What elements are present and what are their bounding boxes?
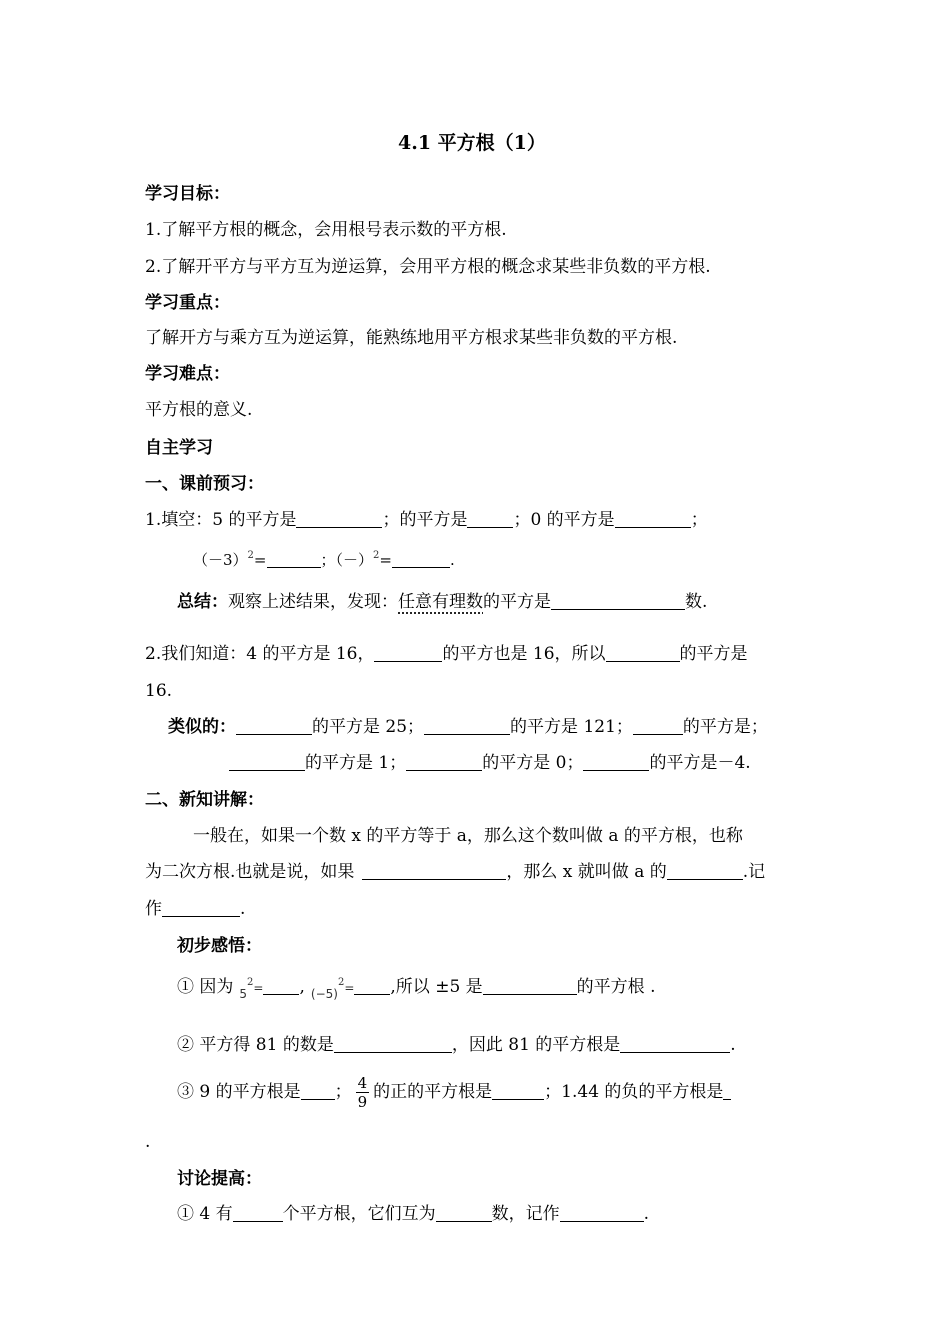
answer-blank[interactable] [162,899,240,917]
text: 的平方是 25； [312,717,425,737]
answer-blank[interactable] [233,1204,283,1222]
text: . [643,1204,650,1224]
initial-item-1 [177,972,655,1005]
preview-question-1-line-2 [193,545,455,571]
similar-line-2 [229,752,751,774]
text: ① 因为 [177,977,234,997]
page-title: 4.1 平方根（1） [398,132,546,154]
fraction-four-ninths [356,1074,370,1111]
focus-heading: 学习重点： [145,293,230,313]
math-five: 5 [239,987,248,1001]
difficulty-heading: 学习难点： [145,364,230,384]
text: ，那么 x 就叫做 a 的 [506,862,667,882]
answer-blank[interactable] [606,644,680,662]
exponent: 2 [247,977,254,988]
definition-line-2 [145,861,765,883]
definition-line-1: 一般在，如果一个数 x 的平方等于 a，那么这个数叫做 a 的平方根，也称 [193,826,743,846]
exponent: 2 [247,550,254,561]
discussion-item-1 [177,1203,649,1225]
text: , [299,977,305,997]
text: ③ 9 的平方根是 [177,1082,301,1102]
answer-blank[interactable] [723,1082,731,1100]
text: 的平方也是 16，所以 [442,644,606,664]
goals-heading: 学习目标： [145,184,230,204]
text: 的平方是 0； [482,753,584,773]
goal-item-2: 2.了解开平方与平方互为逆运算，会用平方根的概念求某些非负数的平方根. [145,257,711,277]
text: .记 [742,862,766,882]
text: ； [334,1082,352,1102]
text: 数，记作 [491,1204,560,1224]
text: 的平方根 . [576,977,656,997]
answer-blank[interactable] [374,644,442,662]
preview-question-1 [145,509,708,531]
preview-heading: 一、课前预习： [145,474,264,494]
text: 数. [685,592,708,612]
text: 的平方是 1； [305,753,407,773]
fraction-denominator: 9 [357,1093,368,1111]
text: 为二次方根.也就是说，如果 [145,862,355,882]
text: = [253,981,264,995]
answer-blank[interactable] [334,1035,452,1053]
answer-blank[interactable] [492,1082,544,1100]
text: 个平方根，它们互为 [282,1204,436,1224]
initial-item-3 [177,1070,731,1114]
text: 观察上述结果，发现： [228,592,398,612]
answer-blank[interactable] [615,510,691,528]
answer-blank[interactable] [620,1035,730,1053]
answer-blank[interactable] [236,717,312,735]
text: 的平方是－4. [649,753,751,773]
similar-line-1 [168,716,768,738]
definition-line-3 [145,898,245,920]
emphasized-text: 任意有理数 [398,592,483,612]
text: = [344,981,355,995]
preview-question-2-cont: 16. [145,681,173,701]
text: . [449,551,455,569]
answer-blank[interactable] [483,977,577,995]
text: ； [690,510,708,530]
new-knowledge-heading: 二、新知讲解： [145,790,264,810]
text: 的平方是 [483,592,551,612]
answer-blank[interactable] [551,592,685,610]
answer-blank[interactable] [267,550,321,568]
text: ；的平方是 [382,510,468,530]
text: ；1.44 的负的平方根是 [544,1082,724,1102]
text: ；0 的平方是 [513,510,615,530]
text: ；（－） [320,551,374,569]
answer-blank[interactable] [424,717,510,735]
text: ,所以 ±5 是 [390,977,483,997]
text: 2.我们知道：4 的平方是 16， [145,644,375,664]
goal-item-1: 1.了解平方根的概念，会用根号表示数的平方根. [145,220,507,240]
initial-item-3-cont: . [145,1132,151,1152]
answer-blank[interactable] [296,510,382,528]
answer-blank[interactable] [633,717,683,735]
text: ，因此 81 的平方根是 [451,1035,621,1055]
text: ② 平方得 81 的数是 [177,1035,334,1055]
text: 1.填空：5 的平方是 [145,510,297,530]
initial-heading: 初步感悟： [177,936,262,956]
summary-label: 总结： [177,592,228,612]
text: ① 4 有 [177,1204,233,1224]
answer-blank[interactable] [362,862,506,880]
self-study-heading: 自主学习 [145,438,213,458]
answer-blank[interactable] [301,1082,335,1100]
answer-blank[interactable] [667,862,743,880]
text: 的平方是 121； [510,717,633,737]
answer-blank[interactable] [560,1204,644,1222]
math-negative-five: (−5) [310,987,338,1001]
discussion-heading: 讨论提高： [177,1169,262,1189]
answer-blank[interactable] [263,977,299,995]
answer-blank[interactable] [229,753,305,771]
exponent: 2 [373,550,380,561]
answer-blank[interactable] [583,753,649,771]
answer-blank[interactable] [392,550,450,568]
preview-question-2 [145,643,748,665]
text: 的正的平方根是 [373,1082,493,1102]
text: . [240,899,246,919]
answer-blank[interactable] [406,753,482,771]
text: 作 [145,899,162,919]
answer-blank[interactable] [436,1204,492,1222]
fraction-numerator: 4 [357,1074,368,1092]
answer-blank[interactable] [467,510,513,528]
exponent: 2 [337,977,345,988]
text: 的平方是； [682,717,768,737]
difficulty-text: 平方根的意义. [145,400,253,420]
text: = [253,551,267,569]
text: 的平方是 [679,644,748,664]
similar-label: 类似的： [168,717,236,737]
summary-line [177,591,707,613]
text: = [379,551,392,569]
text: . [730,1035,736,1055]
initial-item-2 [177,1034,736,1056]
answer-blank[interactable] [354,977,390,995]
focus-text: 了解开方与乘方互为逆运算，能熟练地用平方根求某些非负数的平方根. [145,328,678,348]
text: （－3） [193,551,248,569]
